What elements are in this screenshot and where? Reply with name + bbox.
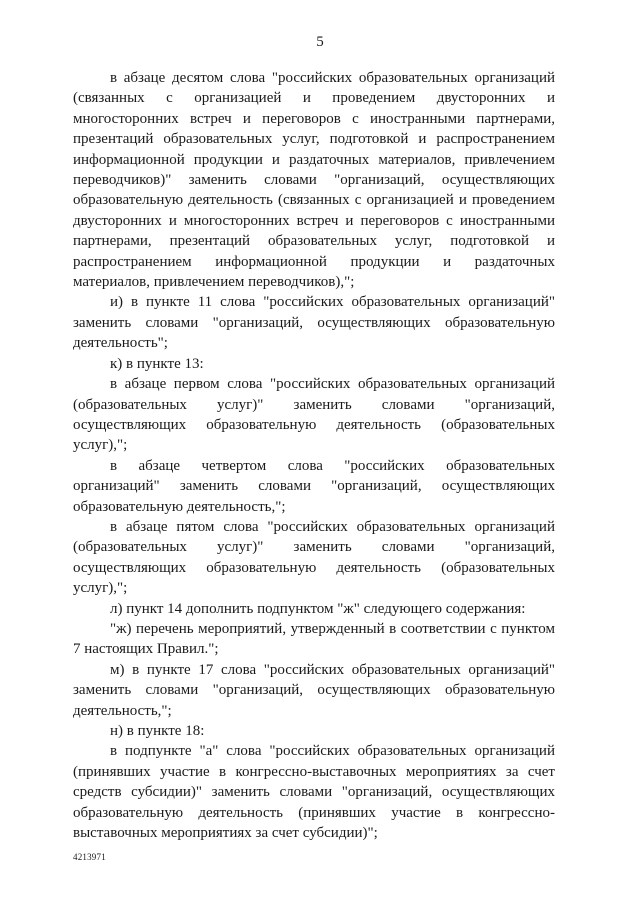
paragraph-abzac-10: в абзаце десятом слова "российских образовательных организаций (связанных с организацией и проведением двусторонних и многосторонних встреч и переговоров с иностранными партнерами, презентаций образовательных услуг, подготовкой и распространением информационной продукции и раздаточных материалов, привлечением переводчиков)" заменить словами "организаций, осуществляющих образовательную деятельность (связанных с организацией и проведением двусторонних и многосторонних встреч и переговоров с иностранными партнерами, презентаций образовательных услуг, подготовкой и распространением информационной продукции и раздаточных материалов, привлечением переводчиков),"; bbox=[73, 70, 555, 291]
paragraph-punkt-l: л) пункт 14 дополнить подпунктом "ж" следующего содержания: bbox=[110, 600, 526, 617]
page-number: 5 bbox=[316, 34, 324, 50]
paragraph-podpunkt-zh: "ж) перечень мероприятий, утвержденный в соответствии с пунктом 7 настоящих Правил."; bbox=[73, 620, 555, 658]
paragraph-abzac-5: в абзаце пятом слова "российских образовательных организаций (образовательных услуг)" заменить словами "организаций, осуществляющих образовательную деятельность (образовательных услуг),"; bbox=[73, 518, 555, 597]
paragraph-abzac-4: в абзаце четвертом слова "российских образовательных организаций" заменить словами "организаций, осуществляющих образовательную деятельность,"; bbox=[73, 457, 555, 515]
paragraph-punkt-i: и) в пункте 11 слова "российских образовательных организаций" заменить словами "организаций, осуществляющих образовательную деятельность"; bbox=[73, 294, 555, 352]
document-body bbox=[73, 68, 555, 843]
paragraph-podpunkt-a: в подпункте "а" слова "российских образовательных организаций (принявших участие в конгрессно-выставочных мероприятиях за счет средств субсидии)" заменить словами "организаций, осуществляющих образовательную деятельность (принявших участие в конгрессно-выставочных мероприятиях за счет субсидии)"; bbox=[73, 743, 555, 842]
paragraph-punkt-k: к) в пункте 13: bbox=[110, 355, 204, 372]
paragraph-punkt-n: н) в пункте 18: bbox=[110, 723, 205, 739]
paragraph-abzac-1: в абзаце первом слова "российских образовательных организаций (образовательных услуг)" заменить словами "организаций, осуществляющих образовательную деятельность (образовательных услуг),"; bbox=[73, 376, 555, 454]
paragraph-punkt-m: м) в пункте 17 слова "российских образовательных организаций" заменить словами "организаций, осуществляющих образовательную деятельность,"; bbox=[73, 661, 555, 719]
document-id: 4213971 bbox=[73, 852, 106, 862]
